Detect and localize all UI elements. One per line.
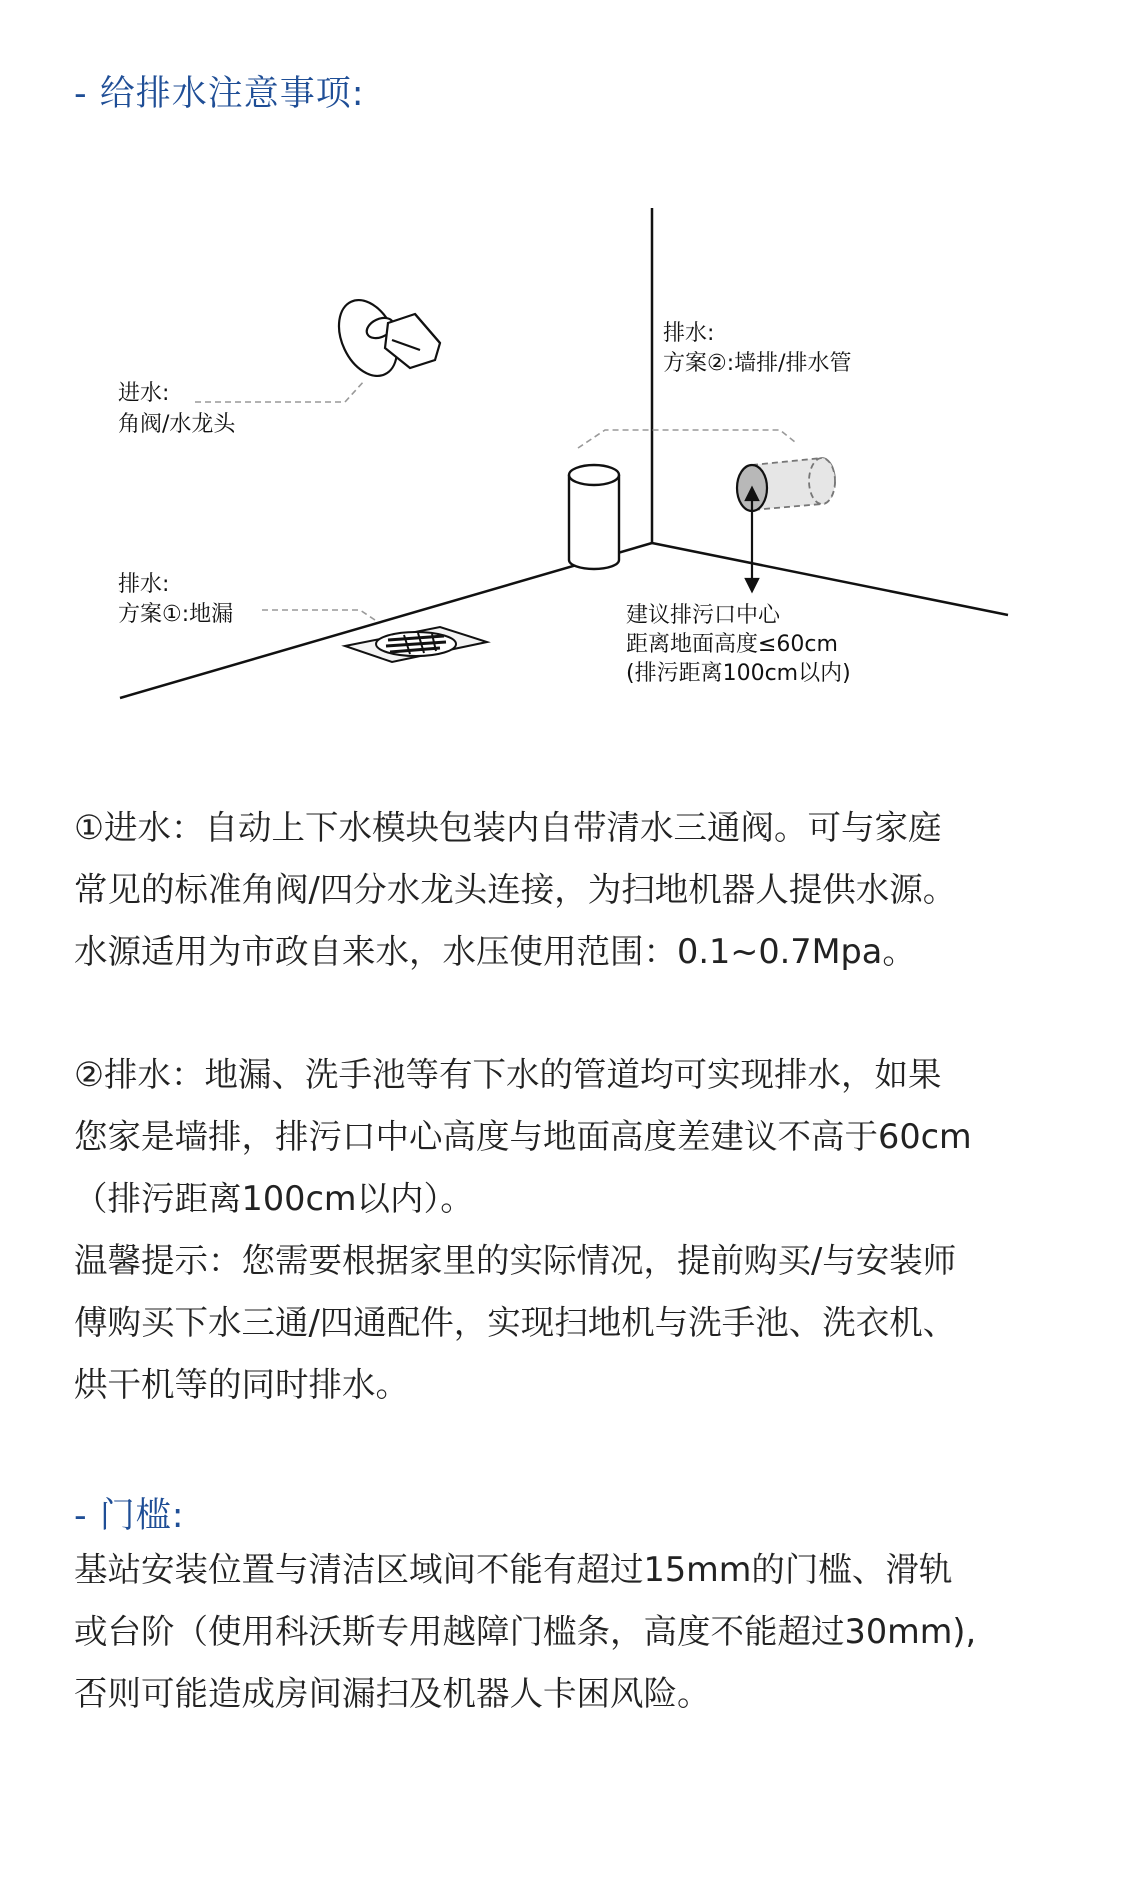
wall-drain-sub-label: 方案②:墙排/排水管 (663, 351, 852, 376)
inlet-leader (195, 380, 365, 402)
section-heading-threshold: - 门槛: (74, 1496, 185, 1536)
paragraph-line: 傅购买下水三通/四通配件，实现扫地机与洗手池、洗衣机、 (74, 1303, 957, 1342)
paragraph-line: 常见的标准角阀/四分水龙头连接，为扫地机器人提供水源。 (74, 870, 957, 909)
standpipe-icon (569, 465, 619, 569)
paragraph-line: 基站安装位置与清洁区域间不能有超过15mm的门槛、滑轨 (74, 1550, 953, 1589)
paragraph-line: 或台阶（使用科沃斯专用越障门槛条，高度不能超过30mm), (74, 1612, 977, 1651)
standpipe-leader (578, 430, 795, 448)
paragraph-line: 温馨提示：您需要根据家里的实际情况，提前购买/与安装师 (74, 1241, 957, 1280)
paragraph-line: ①进水：自动上下水模块包装内自带清水三通阀。可与家庭 (74, 808, 942, 847)
height-note-line-3: (排污距离100cm以内) (626, 661, 851, 686)
section-heading-drainage: - 给排水注意事项: (74, 74, 365, 114)
paragraph-line: ②排水：地漏、洗手池等有下水的管道均可实现排水，如果 (74, 1055, 942, 1094)
height-note-line-1: 建议排污口中心 (626, 603, 781, 628)
inlet-sub-label: 角阀/水龙头 (118, 412, 236, 437)
paragraph-threshold (74, 1539, 1074, 1725)
installation-diagram (0, 190, 1125, 730)
paragraph-line: （排污距离100cm以内）。 (74, 1179, 474, 1218)
paragraph-line: 否则可能造成房间漏扫及机器人卡困风险。 (74, 1674, 711, 1713)
floor-drain-icon (345, 627, 487, 662)
paragraph-inlet (74, 797, 1074, 983)
paragraph-line: 水源适用为市政自来水，水压使用范围：0.1~0.7Mpa。 (74, 932, 916, 971)
paragraph-drain (74, 1044, 1074, 1416)
inlet-label: 进水: (118, 381, 170, 406)
wall-drain-label: 排水: (663, 321, 715, 346)
height-note-line-2: 距离地面高度≤60cm (626, 632, 838, 657)
room-lines (120, 208, 1008, 698)
floor-drain-leader (262, 610, 378, 622)
floor-drain-sub-label: 方案①:地漏 (118, 602, 234, 627)
paragraph-line: 烘干机等的同时排水。 (74, 1365, 409, 1404)
paragraph-line: 您家是墙排，排污口中心高度与地面高度差建议不高于60cm (74, 1117, 972, 1156)
floor-drain-label: 排水: (118, 572, 170, 597)
angle-valve-icon (328, 291, 440, 385)
